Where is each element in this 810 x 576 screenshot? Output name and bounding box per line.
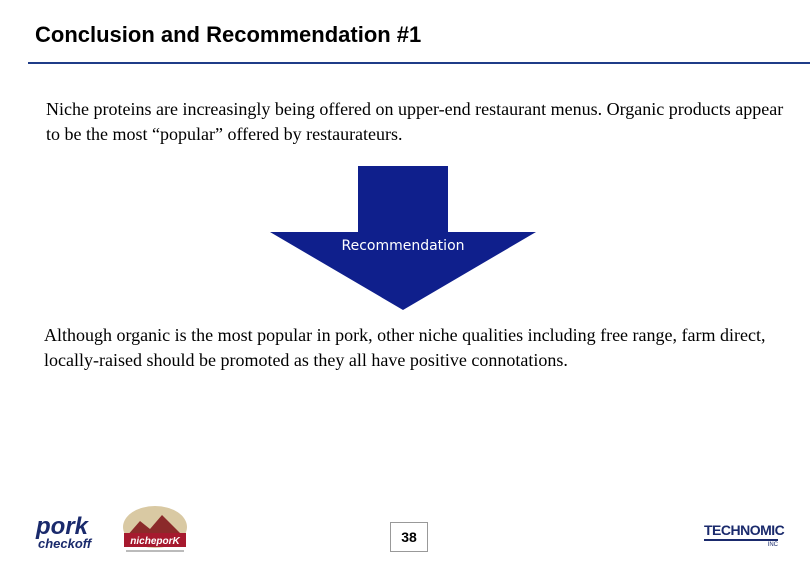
finding-text: Niche proteins are increasingly being offered on upper-end restaurant menus. Organic products appear to be the most “popular” offered by restaurateurs. xyxy=(46,99,784,144)
arrow-label: Recommendation xyxy=(341,238,465,254)
svg-text:nicheporK: nicheporK xyxy=(130,536,180,547)
niche-pork-logo xyxy=(120,505,190,555)
technomic-logo xyxy=(704,522,785,549)
slide-title: Conclusion and Recommendation #1 xyxy=(35,22,422,47)
recommendation-text: Although organic is the most popular in pork, other niche qualities including free range, farm direct, locally-raised should be promoted as they all have positive connotations. xyxy=(44,325,766,370)
svg-text:pork: pork xyxy=(36,513,89,540)
page-number: 38 xyxy=(390,522,428,552)
technomic-wordmark: TECHNOMIC xyxy=(704,522,785,538)
pork-checkoff-logo xyxy=(34,512,108,552)
technomic-inc: INC xyxy=(767,542,778,548)
svg-text:checkoff: checkoff xyxy=(38,536,92,551)
title-divider xyxy=(28,62,810,64)
